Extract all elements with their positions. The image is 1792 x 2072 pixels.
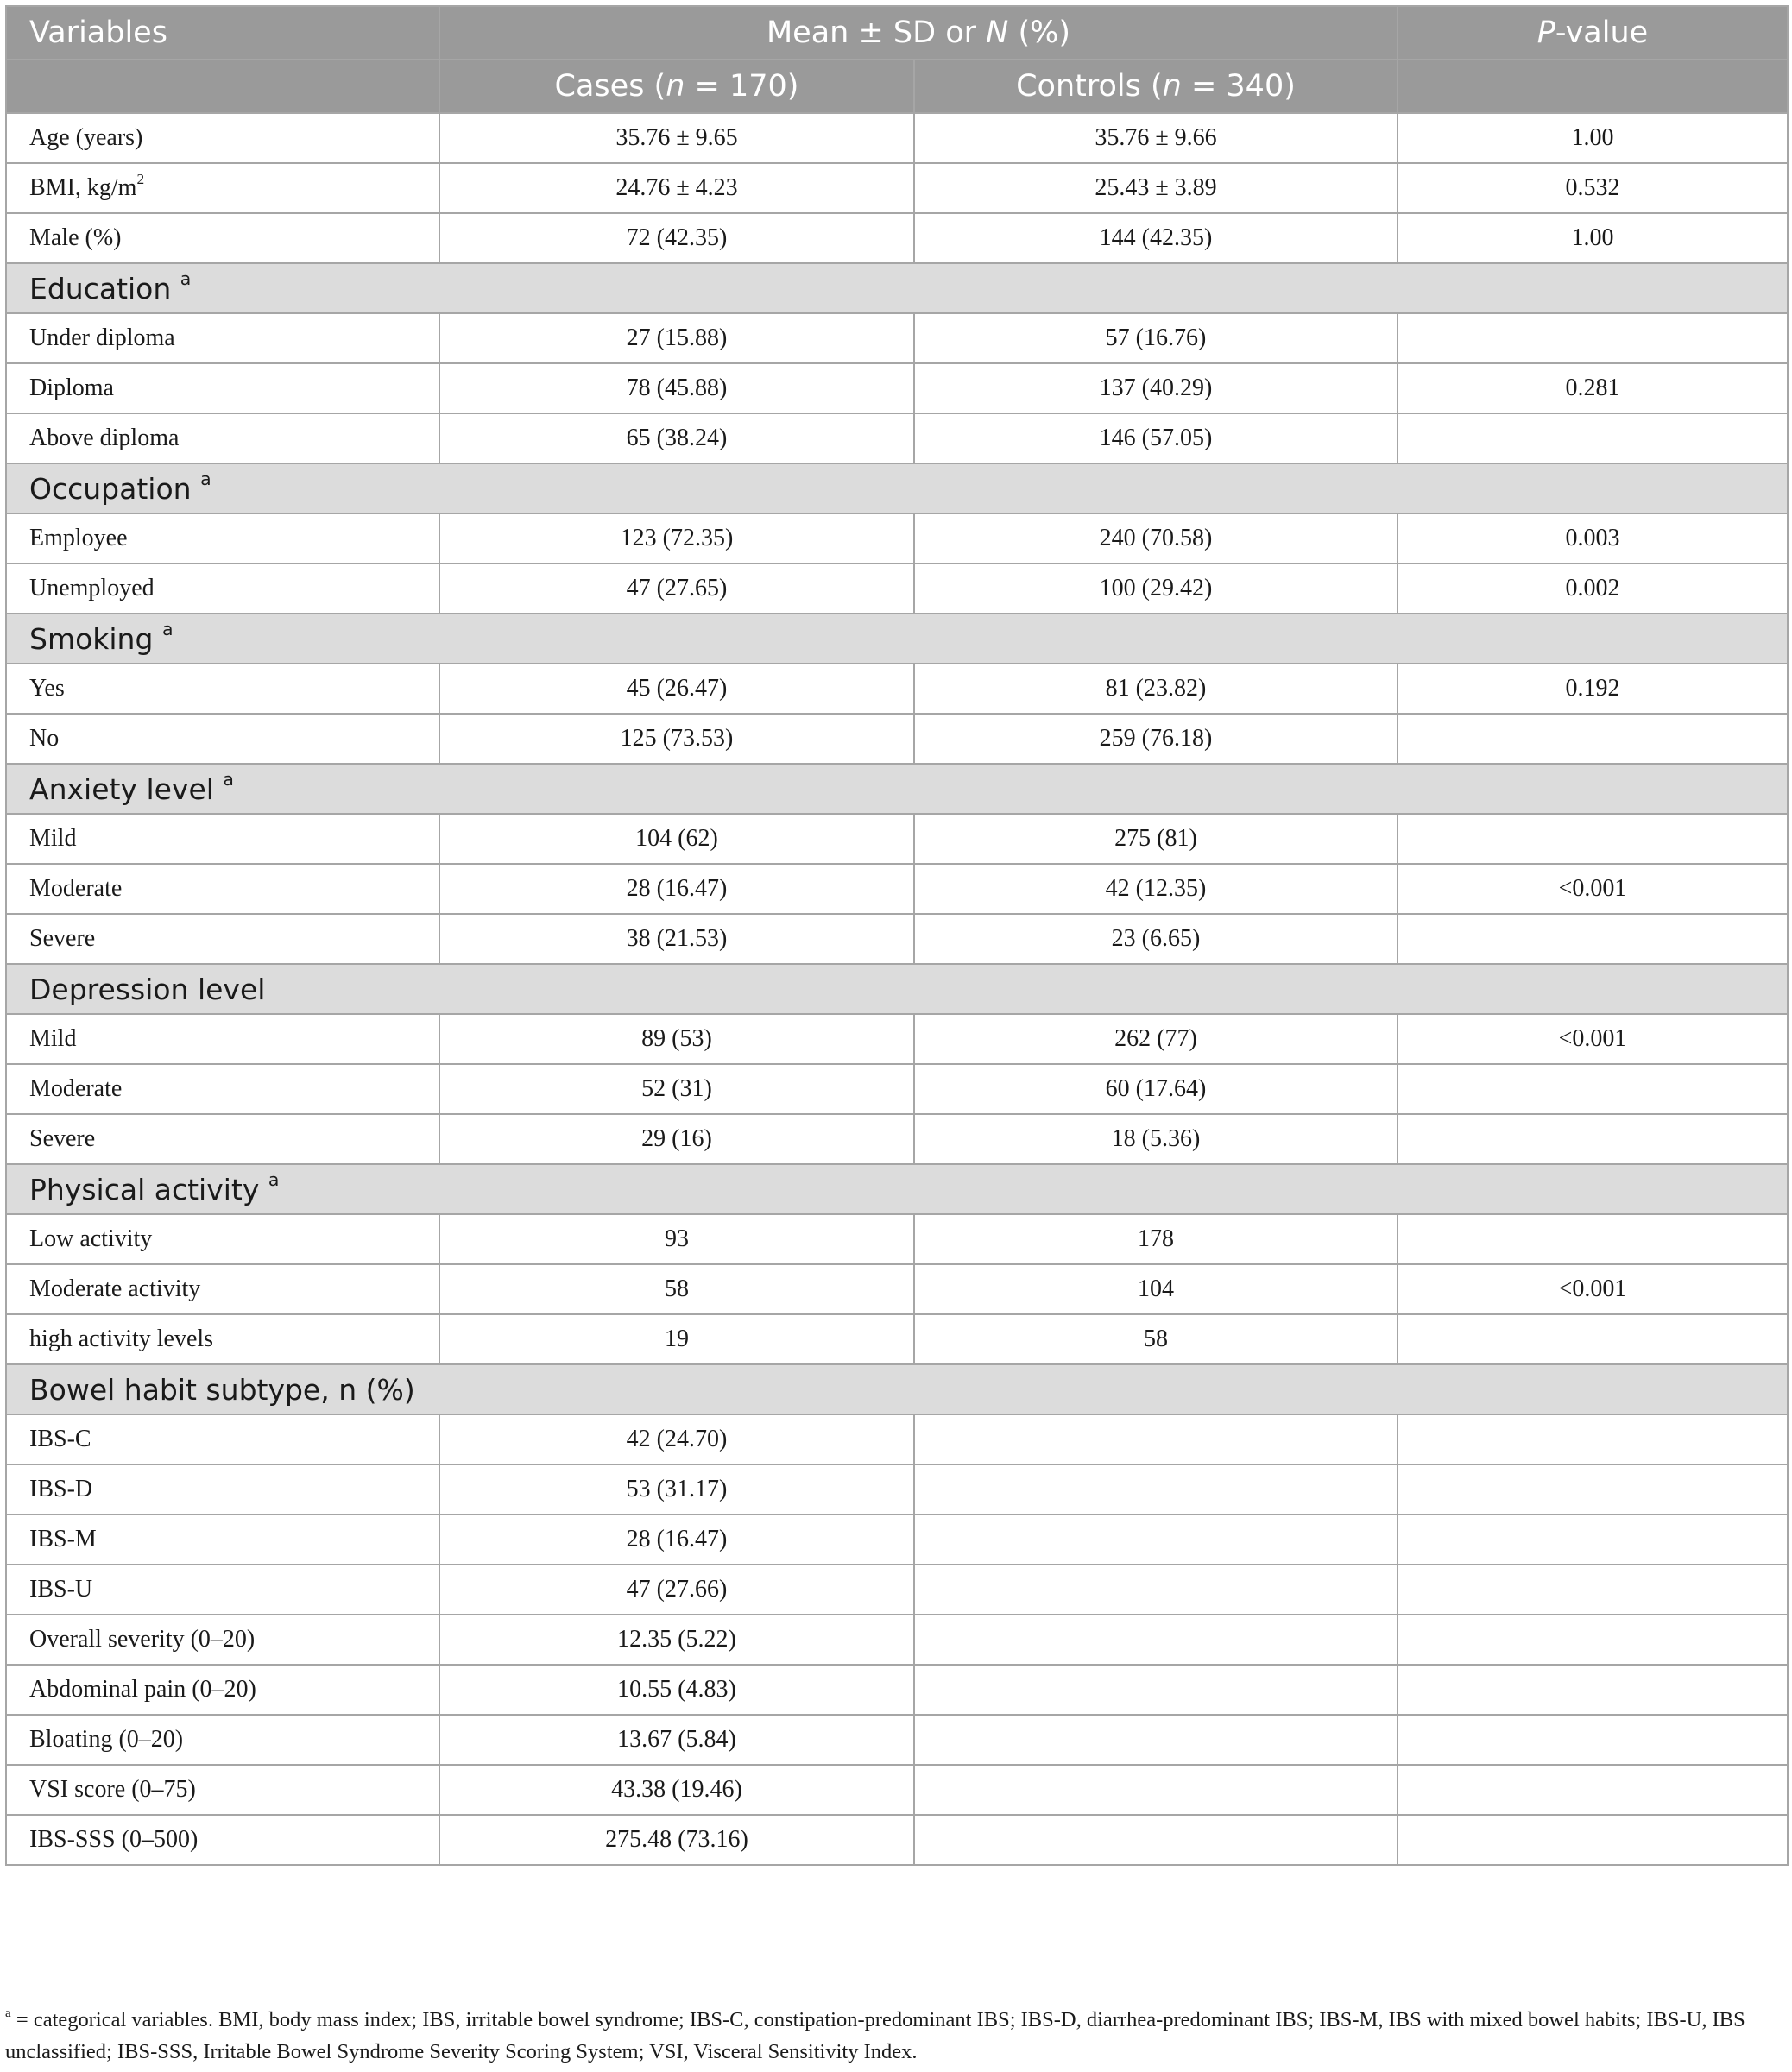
footnote-marker: a (5, 2005, 11, 2020)
cases-cell: 28 (16.47) (439, 1515, 914, 1565)
row-label: Employee (6, 513, 439, 564)
p-value-cell (1398, 1815, 1788, 1865)
section-header-row (6, 964, 1788, 1014)
table-row (6, 113, 1788, 163)
p-value-cell (1398, 1214, 1788, 1264)
cases-cell: 27 (15.88) (439, 313, 914, 363)
row-label: Moderate activity (6, 1264, 439, 1314)
row-label: IBS-C (6, 1414, 439, 1464)
table-row (6, 564, 1788, 614)
section-title: Smoking $^a$ (6, 614, 1788, 664)
p-value-cell: 0.003 (1398, 513, 1788, 564)
header-cases: Cases (n = 170) (439, 60, 914, 113)
cases-cell: 78 (45.88) (439, 363, 914, 413)
p-value-cell (1398, 1515, 1788, 1565)
header-variables: Variables (6, 6, 439, 60)
table-row (6, 864, 1788, 914)
table-row (6, 814, 1788, 864)
section-header-row (6, 764, 1788, 814)
cases-cell: 53 (31.17) (439, 1464, 914, 1515)
controls-cell: 100 (29.42) (914, 564, 1398, 614)
p-value-cell: 0.532 (1398, 163, 1788, 213)
row-label: IBS-U (6, 1565, 439, 1615)
p-value-cell (1398, 313, 1788, 363)
table-row (6, 1565, 1788, 1615)
cases-cell: 12.35 (5.22) (439, 1615, 914, 1665)
row-label: Abdominal pain (0–20) (6, 1665, 439, 1715)
cases-cell: 52 (31) (439, 1064, 914, 1114)
row-label: No (6, 714, 439, 764)
p-value-cell: 1.00 (1398, 113, 1788, 163)
header-row-1 (6, 6, 1788, 60)
cases-cell: 58 (439, 1264, 914, 1314)
row-label: Bloating (0–20) (6, 1715, 439, 1765)
p-value-cell: <0.001 (1398, 1014, 1788, 1064)
cases-cell: 29 (16) (439, 1114, 914, 1164)
cases-cell: 42 (24.70) (439, 1414, 914, 1464)
row-label: Age (years) (6, 113, 439, 163)
header-empty-right (1398, 60, 1788, 113)
p-value-cell (1398, 1464, 1788, 1515)
row-label: VSI score (0–75) (6, 1765, 439, 1815)
section-title: Occupation $^a$ (6, 463, 1788, 513)
controls-cell (914, 1715, 1398, 1765)
controls-cell: 42 (12.35) (914, 864, 1398, 914)
controls-cell: 146 (57.05) (914, 413, 1398, 463)
section-header-row (6, 1364, 1788, 1414)
controls-cell: 104 (914, 1264, 1398, 1314)
controls-cell: 137 (40.29) (914, 363, 1398, 413)
controls-cell: 240 (70.58) (914, 513, 1398, 564)
table-row (6, 313, 1788, 363)
controls-cell: 18 (5.36) (914, 1114, 1398, 1164)
p-value-cell: 0.192 (1398, 664, 1788, 714)
controls-cell (914, 1815, 1398, 1865)
p-value-cell (1398, 814, 1788, 864)
p-value-cell: <0.001 (1398, 864, 1788, 914)
controls-cell (914, 1565, 1398, 1615)
demographics-table (5, 5, 1789, 1866)
section-title: Depression level (6, 964, 1788, 1014)
controls-cell (914, 1665, 1398, 1715)
p-value-cell (1398, 1414, 1788, 1464)
controls-cell: 23 (6.65) (914, 914, 1398, 964)
section-header-row (6, 1164, 1788, 1214)
table-row (6, 1414, 1788, 1464)
cases-cell: 47 (27.65) (439, 564, 914, 614)
table-row (6, 664, 1788, 714)
controls-cell: 58 (914, 1314, 1398, 1364)
table-row (6, 1214, 1788, 1264)
section-header-row (6, 614, 1788, 664)
table-row (6, 413, 1788, 463)
table-row (6, 1665, 1788, 1715)
controls-cell (914, 1414, 1398, 1464)
cases-cell: 38 (21.53) (439, 914, 914, 964)
table-row (6, 714, 1788, 764)
section-title: Anxiety level $^a$ (6, 764, 1788, 814)
row-label: Mild (6, 1014, 439, 1064)
table-row (6, 1264, 1788, 1314)
table-row (6, 363, 1788, 413)
cases-cell: 65 (38.24) (439, 413, 914, 463)
controls-cell (914, 1515, 1398, 1565)
controls-cell: 81 (23.82) (914, 664, 1398, 714)
cases-cell: 47 (27.66) (439, 1565, 914, 1615)
table-row (6, 213, 1788, 263)
cases-cell: 13.67 (5.84) (439, 1715, 914, 1765)
table-row (6, 1715, 1788, 1765)
cases-cell: 19 (439, 1314, 914, 1364)
table-row (6, 1114, 1788, 1164)
cases-cell: 104 (62) (439, 814, 914, 864)
footnote-text: = categorical variables. BMI, body mass index; IBS, irritable bowel syndrome; IBS-C, constipation-predominant IBS; IBS-D, diarrhea-predominant IBS; IBS-M, IBS with mixed bowel habits; IBS-U, IBS unclassified; IBS-SSS, Irritable Bowel Syndrome Severity Scoring System; VSI, Visceral Sensitivity Index. (5, 2008, 1745, 2063)
p-value-cell (1398, 1715, 1788, 1765)
row-label: high activity levels (6, 1314, 439, 1364)
controls-cell: 25.43 ± 3.89 (914, 163, 1398, 213)
row-label: Male (%) (6, 213, 439, 263)
controls-cell: 35.76 ± 9.66 (914, 113, 1398, 163)
p-value-cell: 1.00 (1398, 213, 1788, 263)
section-title: Bowel habit subtype, n (%) (6, 1364, 1788, 1414)
cases-cell: 45 (26.47) (439, 664, 914, 714)
table-row (6, 1014, 1788, 1064)
table-wrapper (5, 5, 1787, 1866)
p-value-cell: 0.002 (1398, 564, 1788, 614)
controls-cell: 262 (77) (914, 1014, 1398, 1064)
cases-cell: 43.38 (19.46) (439, 1765, 914, 1815)
row-label: Diploma (6, 363, 439, 413)
controls-cell: 57 (16.76) (914, 313, 1398, 363)
table-row (6, 1314, 1788, 1364)
row-label: Unemployed (6, 564, 439, 614)
cases-cell: 93 (439, 1214, 914, 1264)
p-value-cell (1398, 1665, 1788, 1715)
table-row (6, 1615, 1788, 1665)
row-label: Low activity (6, 1214, 439, 1264)
header-controls: Controls (n = 340) (914, 60, 1398, 113)
p-value-cell: 0.281 (1398, 363, 1788, 413)
section-header-row (6, 463, 1788, 513)
p-value-cell (1398, 413, 1788, 463)
cases-cell: 72 (42.35) (439, 213, 914, 263)
row-label: Moderate (6, 1064, 439, 1114)
table-row (6, 163, 1788, 213)
section-title: Education $^a$ (6, 263, 1788, 313)
cases-cell: 275.48 (73.16) (439, 1815, 914, 1865)
header-row-2 (6, 60, 1788, 113)
header-mean-sd: Mean ± SD or N (%) (439, 6, 1398, 60)
row-label: Yes (6, 664, 439, 714)
table-row (6, 1064, 1788, 1114)
row-label: IBS-M (6, 1515, 439, 1565)
p-value-cell (1398, 1765, 1788, 1815)
row-label: Overall severity (0–20) (6, 1615, 439, 1665)
row-label: Severe (6, 914, 439, 964)
table-row (6, 513, 1788, 564)
row-label: Under diploma (6, 313, 439, 363)
cases-cell: 10.55 (4.83) (439, 1665, 914, 1715)
cases-cell: 123 (72.35) (439, 513, 914, 564)
cases-cell: 28 (16.47) (439, 864, 914, 914)
controls-cell: 275 (81) (914, 814, 1398, 864)
p-value-cell (1398, 1314, 1788, 1364)
p-value-cell (1398, 1565, 1788, 1615)
controls-cell: 178 (914, 1214, 1398, 1264)
row-label: BMI, $kg/m^2$ (6, 163, 439, 213)
row-label: Mild (6, 814, 439, 864)
controls-cell: 259 (76.18) (914, 714, 1398, 764)
row-label: IBS-D (6, 1464, 439, 1515)
row-label: Above diploma (6, 413, 439, 463)
cases-cell: 35.76 ± 9.65 (439, 113, 914, 163)
row-label: Moderate (6, 864, 439, 914)
p-value-cell (1398, 1615, 1788, 1665)
controls-cell: 144 (42.35) (914, 213, 1398, 263)
row-label: IBS-SSS (0–500) (6, 1815, 439, 1865)
p-value-cell (1398, 714, 1788, 764)
cases-cell: 125 (73.53) (439, 714, 914, 764)
section-header-row (6, 263, 1788, 313)
controls-cell: 60 (17.64) (914, 1064, 1398, 1114)
table-row (6, 1515, 1788, 1565)
p-value-cell (1398, 1114, 1788, 1164)
section-title: Physical activity $^a$ (6, 1164, 1788, 1214)
p-value-cell: <0.001 (1398, 1264, 1788, 1314)
header-p-value: P-value (1398, 6, 1788, 60)
p-value-cell (1398, 1064, 1788, 1114)
controls-cell (914, 1615, 1398, 1665)
row-label: Severe (6, 1114, 439, 1164)
header-empty-left (6, 60, 439, 113)
cases-cell: 89 (53) (439, 1014, 914, 1064)
controls-cell (914, 1464, 1398, 1515)
table-row (6, 1765, 1788, 1815)
p-value-cell (1398, 914, 1788, 964)
controls-cell (914, 1765, 1398, 1815)
table-row (6, 1815, 1788, 1865)
cases-cell: 24.76 ± 4.23 (439, 163, 914, 213)
table-row (6, 914, 1788, 964)
table-row (6, 1464, 1788, 1515)
table-footnote (5, 2004, 1787, 2068)
